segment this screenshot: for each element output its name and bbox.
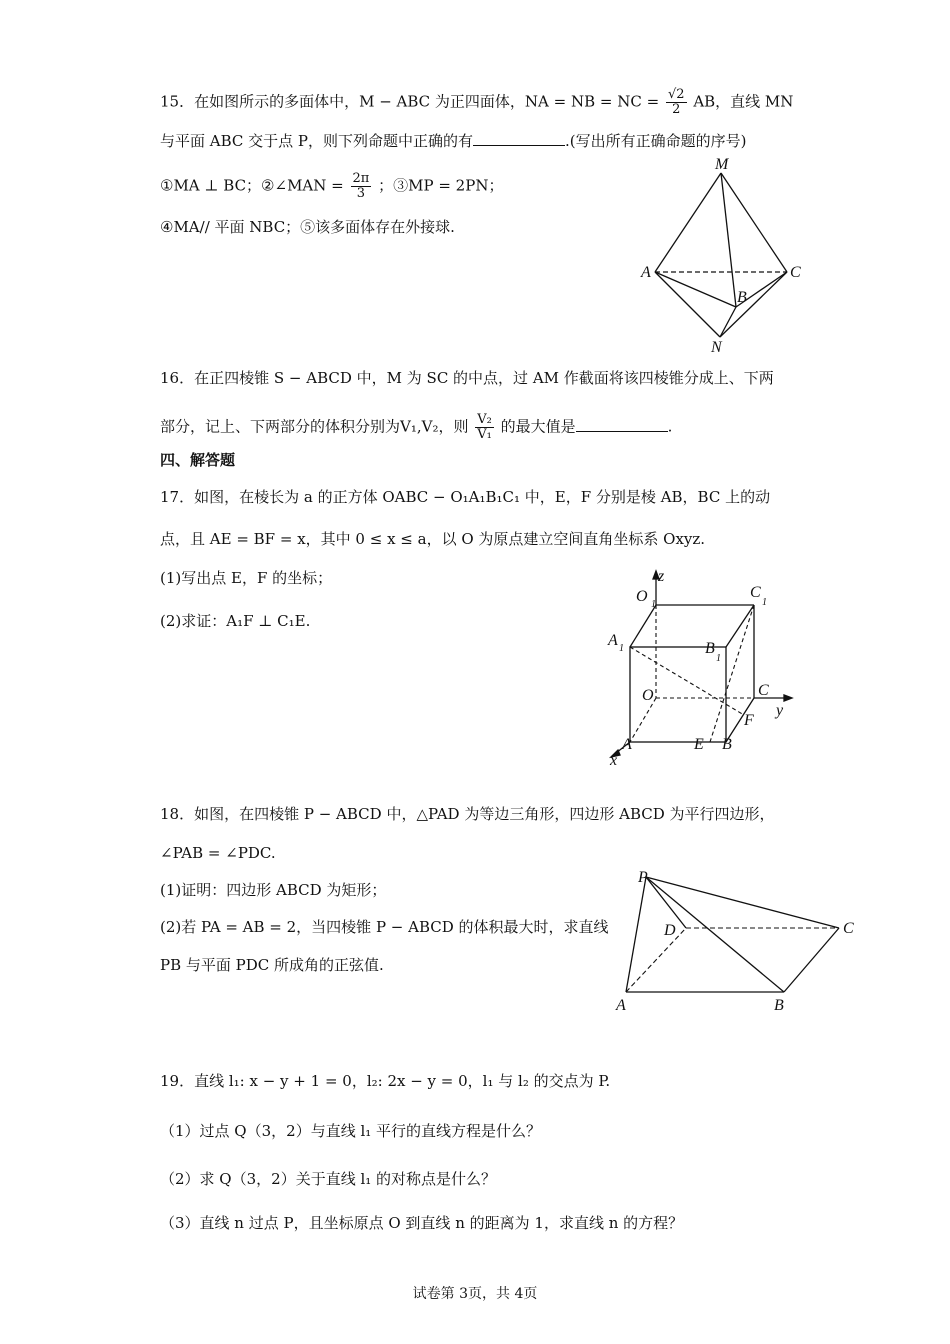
q15-opt-frac-den: 3 xyxy=(356,186,366,201)
page-footer: 试卷第 3页，共 4页 xyxy=(412,1286,538,1302)
q16-line2-c: . xyxy=(667,417,673,436)
q17-line2: 点，且 AE = BF = x，其中 0 ≤ x ≤ a，以 O 为原点建立空间直角坐标系 Oxyz. xyxy=(160,530,706,548)
label-A: A xyxy=(641,264,651,281)
q16-frac-den: V₁ xyxy=(477,427,492,442)
q15-figure-bipyramid xyxy=(635,155,815,355)
q15-opt1: ①MA ⊥ BC；②∠MAN = xyxy=(160,176,344,195)
q18-line2: ∠PAB = ∠PDC. xyxy=(160,844,276,862)
label-C: C xyxy=(843,920,854,937)
label-B: B xyxy=(722,736,732,753)
q15-answer-blank[interactable] xyxy=(473,131,565,146)
label-N: N xyxy=(711,339,722,355)
label-C: C xyxy=(790,264,801,281)
q16-line2-b: 的最大值是 xyxy=(500,417,576,436)
label-z: z xyxy=(658,568,665,585)
q18-figure-pyramid xyxy=(606,862,866,1017)
q19-part2: （2）求 Q（3，2）关于直线 l₁ 的对称点是什么？ xyxy=(160,1170,497,1188)
q15-line2 xyxy=(160,131,747,151)
label-E: E xyxy=(694,736,704,753)
q19-part1: （1）过点 Q（3，2）与直线 l₁ 平行的直线方程是什么？ xyxy=(160,1122,542,1140)
q16-frac-num: V₂ xyxy=(477,412,492,427)
q16-answer-blank[interactable] xyxy=(576,417,668,432)
q15-options-2 xyxy=(160,217,455,237)
q17-part2: (2)求证：A₁F ⊥ C₁E. xyxy=(160,612,311,630)
q19-part3: （3）直线 n 过点 P，且坐标原点 O 到直线 n 的距离为 1，求直线 n 的方程？ xyxy=(160,1214,684,1232)
q16-line2-a: 部分，记上、下两部分的体积分别为V₁,V₂，则 xyxy=(160,417,469,436)
q15-fraction xyxy=(666,88,687,117)
label-B1-sub: 1 xyxy=(716,653,721,664)
label-y: y xyxy=(776,702,784,719)
label-C: C xyxy=(758,682,769,699)
label-F: F xyxy=(744,712,754,729)
q15-opt-fraction xyxy=(351,172,372,201)
q15-frac-num: √2 xyxy=(667,87,685,102)
label-A: A xyxy=(616,997,626,1014)
q16-line1 xyxy=(160,368,774,388)
q15-line1-text: 15．在如图所示的多面体中，M − ABC 为正四面体，NA = NB = NC = xyxy=(160,92,660,111)
label-A: A xyxy=(622,736,632,753)
label-P: P xyxy=(638,869,648,886)
label-O: O xyxy=(642,687,654,704)
label-B1: B xyxy=(705,640,715,657)
label-B: B xyxy=(774,997,784,1014)
q16-line2 xyxy=(160,413,672,442)
label-C1-sub: 1 xyxy=(762,597,767,608)
q15-line1-tail: AB，直线 MN xyxy=(693,92,794,111)
q15-opt2: ④MA// 平面 NBC；⑤该多面体存在外接球. xyxy=(160,218,455,236)
q15-opt1-tail: ；③MP = 2PN； xyxy=(378,176,504,195)
label-A1: A xyxy=(608,632,618,649)
label-x: x xyxy=(610,752,618,769)
q17-part1: (1)写出点 E，F 的坐标； xyxy=(160,569,333,587)
q15-options-1 xyxy=(160,172,503,201)
q17-figure-cube xyxy=(598,565,803,770)
label-C1: C xyxy=(750,584,761,601)
q18-part1: (1)证明：四边形 ABCD 为矩形； xyxy=(160,881,387,899)
q16-line1-text: 16．在正四棱锥 S − ABCD 中，M 为 SC 的中点，过 AM 作截面将该四棱锥分成上、下两 xyxy=(160,369,774,387)
q19-line1: 19．直线 l₁: x − y + 1 = 0，l₂: 2x − y = 0，l₁ 与 l₂ 的交点为 P. xyxy=(160,1072,611,1090)
label-A1-sub: 1 xyxy=(619,643,624,654)
q15-frac-den: 2 xyxy=(672,102,681,117)
q18-line1: 18．如图，在四棱锥 P − ABCD 中，△PAD 为等边三角形，四边形 ABCD 为平行四边形， xyxy=(160,805,775,823)
label-O1: O xyxy=(636,588,648,605)
q18-part3: PB 与平面 PDC 所成角的正弦值. xyxy=(160,956,384,974)
q15-line1 xyxy=(160,88,793,117)
q15-opt-frac-num: 2π xyxy=(352,171,370,186)
label-B: B xyxy=(737,289,747,306)
q15-line2-a: 与平面 ABC 交于点 P，则下列命题中正确的有 xyxy=(160,132,474,150)
label-O1-sub: 1 xyxy=(651,599,656,610)
label-D: D xyxy=(664,922,676,939)
q15-line2-b: .(写出所有正确命题的序号) xyxy=(565,132,747,150)
q16-fraction xyxy=(475,413,494,442)
q17-line1: 17．如图，在棱长为 a 的正方体 OABC − O₁A₁B₁C₁ 中，E，F 分别是棱 AB，BC 上的动 xyxy=(160,488,771,506)
section-heading: 四、解答题 xyxy=(160,451,236,469)
q18-part2: (2)若 PA = AB = 2，当四棱锥 P − ABCD 的体积最大时，求直线 xyxy=(160,918,609,936)
label-M: M xyxy=(715,156,729,173)
